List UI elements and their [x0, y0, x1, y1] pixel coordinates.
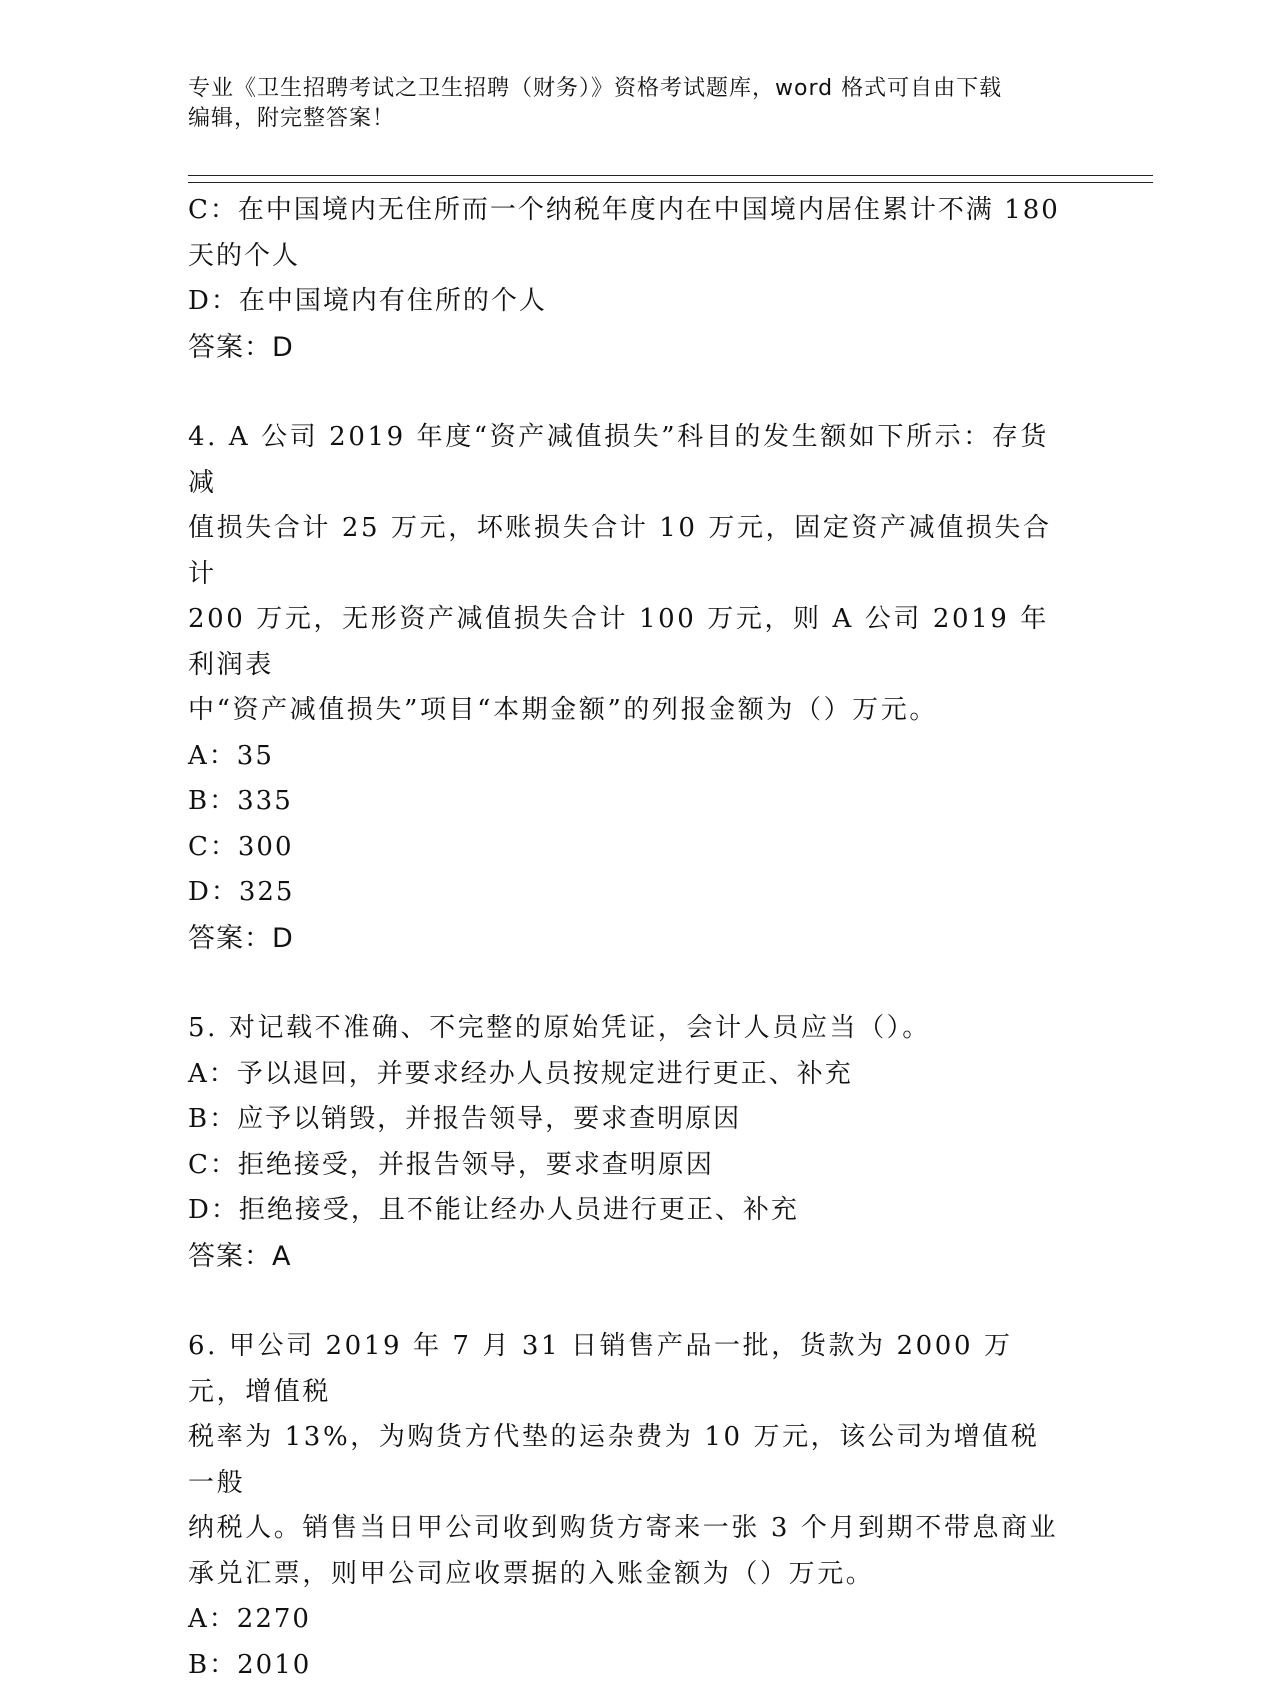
spacer [188, 961, 1068, 1006]
q3-option-c-line-2: 天的个人 [188, 234, 1068, 280]
q6-option-b: B：2010 [188, 1643, 1068, 1688]
q5-option-b: B：应予以销毁，并报告领导，要求查明原因 [188, 1097, 1068, 1143]
q3-option-d: D：在中国境内有住所的个人 [188, 279, 1068, 325]
spacer [188, 370, 1068, 415]
q6-stem-line-2: 税率为 13%，为购货方代垫的运杂费为 10 万元，该公司为增值税一般 [188, 1415, 1068, 1506]
q5-stem: 5. 对记载不准确、不完整的原始凭证，会计人员应当（）。 [188, 1006, 1068, 1052]
q6-option-a: A：2270 [188, 1597, 1068, 1643]
q6-stem-line-3: 纳税人。销售当日甲公司收到购货方寄来一张 3 个月到期不带息商业 [188, 1506, 1068, 1552]
q5-option-c: C：拒绝接受，并报告领导，要求查明原因 [188, 1143, 1068, 1189]
q4-stem-line-3: 200 万元，无形资产减值损失合计 100 万元，则 A 公司 2019 年利润表 [188, 597, 1068, 688]
q4-option-a: A：35 [188, 734, 1068, 780]
question-6 [188, 1324, 1068, 1688]
page-header [188, 74, 1068, 134]
q5-answer: 答案：A [188, 1234, 1068, 1280]
q4-option-b: B：335 [188, 779, 1068, 825]
header-divider-top [188, 175, 1153, 176]
header-divider-bottom [188, 182, 1153, 183]
question-3 [188, 188, 1068, 370]
q3-option-c-line-1: C：在中国境内无住所而一个纳税年度内在中国境内居住累计不满 180 [188, 188, 1068, 234]
q4-stem-line-1: 4. A 公司 2019 年度“资产减值损失”科目的发生额如下所示：存货减 [188, 415, 1068, 506]
question-list [188, 188, 1068, 1688]
q4-answer: 答案：D [188, 916, 1068, 962]
q6-stem-line-1: 6. 甲公司 2019 年 7 月 31 日销售产品一批，货款为 2000 万元，增值税 [188, 1324, 1068, 1415]
header-line-1: 专业《卫生招聘考试之卫生招聘（财务）》资格考试题库，word 格式可自由下载 [188, 74, 1068, 104]
q3-answer: 答案：D [188, 325, 1068, 371]
q4-option-c: C：300 [188, 825, 1068, 871]
header-line-2: 编辑，附完整答案！ [188, 104, 1068, 134]
spacer [188, 1279, 1068, 1324]
q4-stem-line-4: 中“资产减值损失”项目“本期金额”的列报金额为（）万元。 [188, 688, 1068, 734]
question-5 [188, 1006, 1068, 1279]
q5-option-a: A：予以退回，并要求经办人员按规定进行更正、补充 [188, 1052, 1068, 1098]
q4-stem-line-2: 值损失合计 25 万元，坏账损失合计 10 万元，固定资产减值损失合计 [188, 506, 1068, 597]
q6-stem-line-4: 承兑汇票，则甲公司应收票据的入账金额为（）万元。 [188, 1552, 1068, 1598]
q4-option-d: D：325 [188, 870, 1068, 916]
question-4 [188, 415, 1068, 961]
q5-option-d: D：拒绝接受，且不能让经办人员进行更正、补充 [188, 1188, 1068, 1234]
